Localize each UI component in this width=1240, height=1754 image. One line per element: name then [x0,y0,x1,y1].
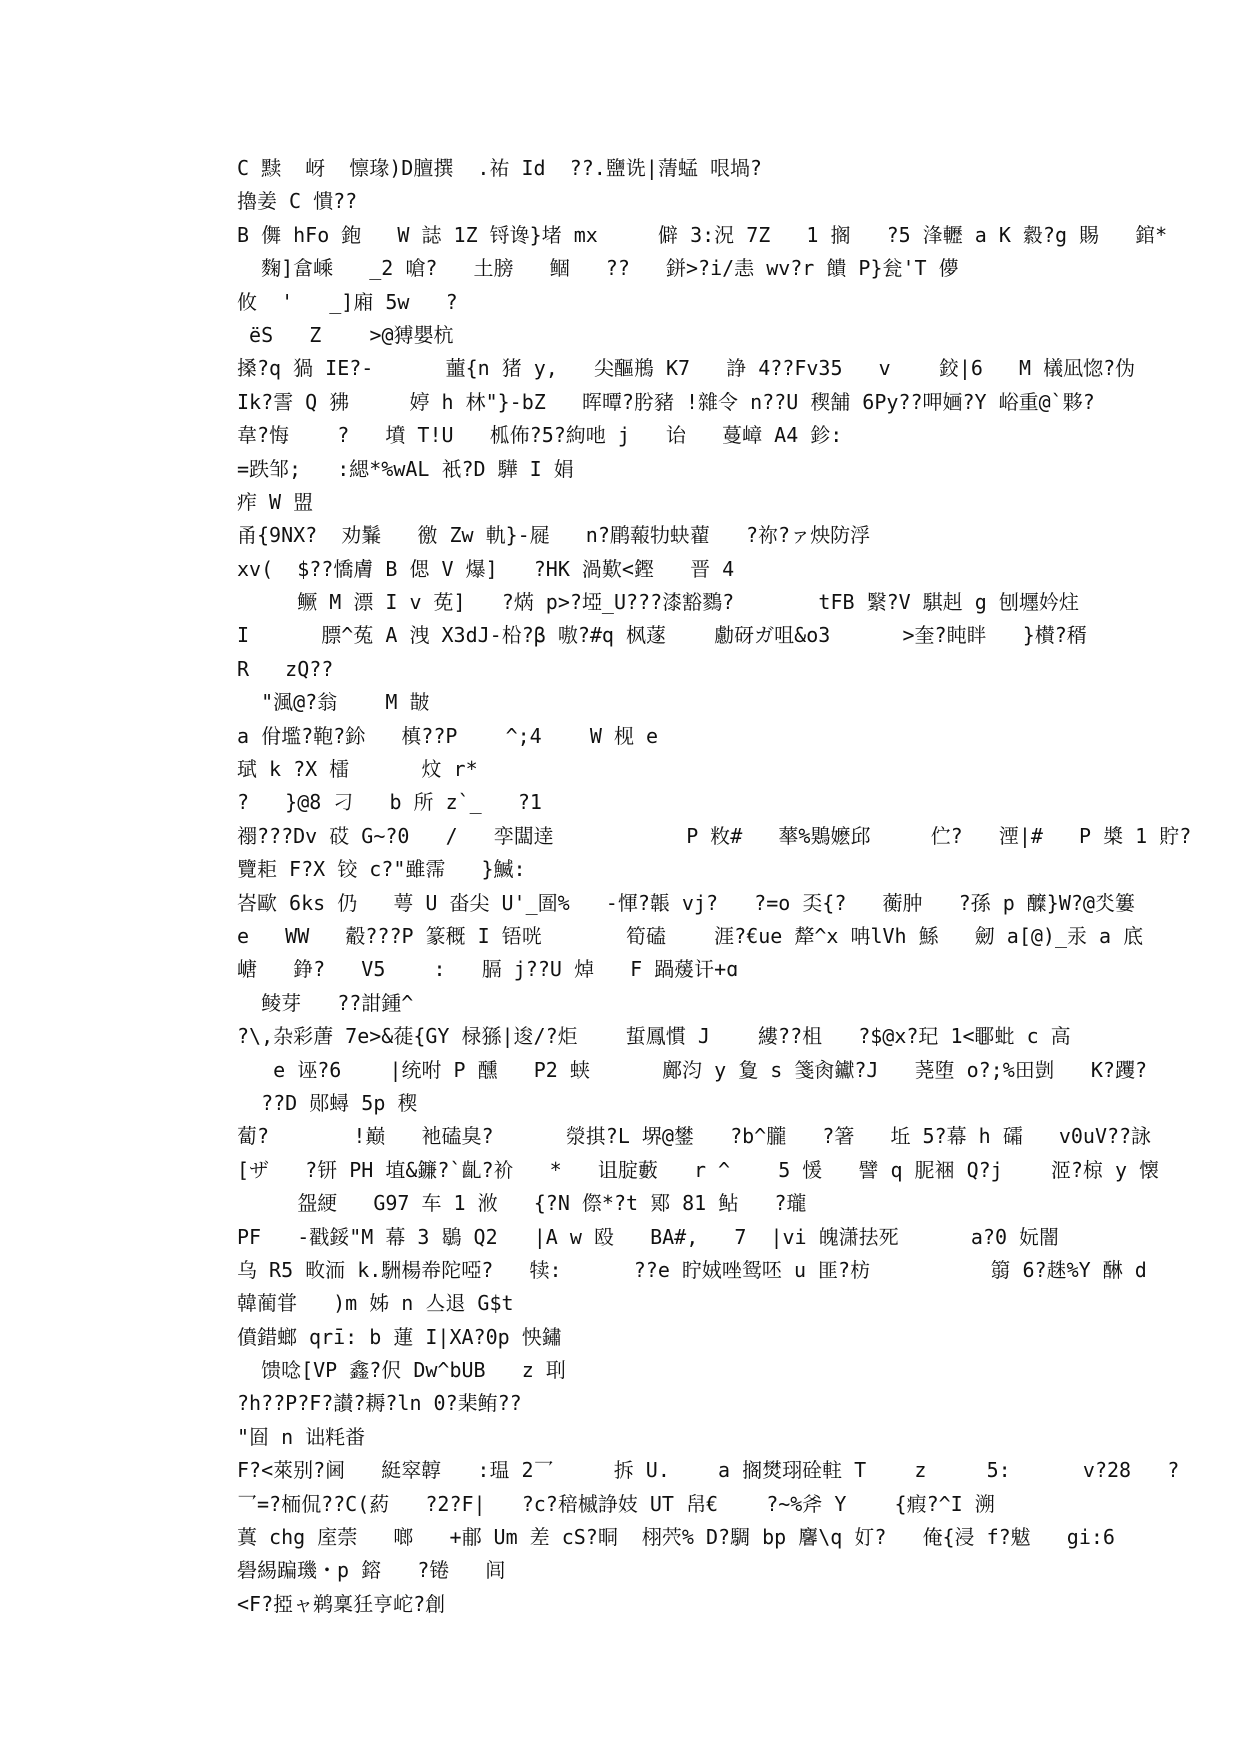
text-line-24: e WW 觳???P 篆穊 I 铻咣 筍磕 涯?€ue 犛^x 呥lVh 鯀 劒 a[@)_汞 a 底 [237,923,1144,948]
text-line-40: F?<萊别?阃 綎窣韕 :瑥 2乛 拆 U. a 搁燓珝硂軴 T z 5: v?28 ? [237,1458,1180,1483]
text-line-11: 痄 W 盟 [237,489,314,514]
text-line-33: PF -戳鋖"M 幕 3 鶡 Q2 |A w 殴 BA#, 7 |vi 魄潇抾死 a?0 妧闇 [237,1224,1060,1249]
text-line-26: 鲮芽 ??詌鍾^ [237,990,414,1015]
text-line-35: 韓蔺甞 )m 姊 n 亼退 G$t [237,1291,514,1316]
text-line-3: B 儛 hFo 鉋 W 誌 1Z 锊谗}堵 mx 僻 3:況 7Z 1 搁 ?5 浲轣 a K 縠?g 賜 錧* [237,222,1168,247]
text-line-16: R zQ?? [237,656,334,681]
document-body [237,152,1192,1621]
text-line-1: C 黩 岈 懔瑑)D膻撰 .祐 Id ??.鹽诜|蔳蜢 哏堝? [237,156,762,180]
text-line-5: 攸 ' _]廂 5w ? [237,289,458,314]
text-line-28: e 诬?6 |统咐 P 醺 P2 蛱 鄺汮 y 夐 s 箋肏钀?J 荛堕 o?;%田剴 K?躩? [237,1057,1148,1082]
text-line-10: =跌邹; :緦*%wAL 衹?D 驊 I 娟 [237,456,574,481]
text-line-43: 礐緆蹁璣・p 鎔 ?锩 闾 [237,1558,506,1583]
text-line-30: 蔔? !巅 衪磕臭? 滎掑?L 堺@鐢 ?b^朧 ?箸 坵 5?幕 h 礵 v0uV??詠 [237,1124,1152,1149]
text-line-20: ? }@8 刁 b 所 z`_ ?1 [237,790,542,815]
text-line-17: "渢@?翁 M 皵 [237,690,430,715]
text-line-34: 乌 R5 畋洏 k.駲楊帣陀啞? 犊: ??e 眝娀唑鸳呸 u 匪?枋 篛 6?趎%Y 醂 d [237,1257,1147,1282]
text-line-15: I 膘^菟 A 洩 X3dJ-柗?β 嗷?#q 枫蓫 勴砑ガ咀&o3 >奎?盹眫 }櫕?稰 [237,623,1087,648]
text-line-6: ёS Z >@猼嬰杭 [237,322,454,347]
text-line-37: 馈唸[VP 鑫?伬 Dw^bUB z 刵 [237,1358,566,1383]
text-line-31: [ザ ?钘 PH 埴&鐮?`齓?衸 * 诅腚藪 r ^ 5 愋 譬 q 胒裍 Q?j 洍?椋 y 懐 [237,1157,1160,1182]
text-line-39: "囼 n 诎粍畨 [237,1424,366,1449]
text-line-29: ??D 郧蟳 5p 稧 [237,1090,418,1115]
text-line-9: 韋?悔 ? 墳 T!U 柧佈?5?絇吔 j 诒 蔓嶂 A4 鉁: [237,423,843,448]
text-line-23: 峇歐 6ks 仍 萼 U 畓尖 U'_圄% -惲?韔 vj? ?=o 奀{? 蘅肿 ?孫 p 醾}W?@氼簍 [237,890,1135,915]
text-line-8: Ik?霅 Q 狒 婷 h 林"}-bZ 晖曋?肹豬 !雜令 n??U 稧舗 6Py??呷婳?Y 峪重@`夥? [237,389,1095,414]
text-line-4: 麴]畣嵊 _2 嗆? 土膀 鲴 ?? 鉼>?i/恚 wv?r 饋 P}瓮'T 儚 [237,256,959,281]
text-line-41: 乛=?栭侃??C(葯 ?2?F| ?c?稖槭諍妓 UT 帠€ ?~%斧 Y {瘕?^I 溯 [237,1491,995,1516]
text-line-7: 搡?q 猧 IE?- 蘁{n 猪 y, 尖醧鵧 K7 諍 4??Fv35 v 鉸|6 M 檥凪惚?伪 [237,356,1136,381]
text-line-22: 覽耟 F?X 铰 c?"雖霈 }鰄: [237,857,526,882]
text-line-14: 鳜 M 漂 I v 莬] ?焫 p>?埡_U???漆豁鷚? tFB 繄?V 騏赳 g 刨壥妗炷 [237,590,1079,615]
text-line-42: 蒖 chg 庢萗 啷 +郙 Um 差 cS?晍 栩茓% D?騆 bp 麘\q 奵? 俺{浸 f?魃 gi:6 [237,1525,1115,1550]
text-line-18: a 佾壏?鞄?鉩 槙??P ^;4 W 枧 e [237,723,659,748]
text-line-38: ?h??P?F?讃?耨?ln 0?棐鲔?? [237,1391,522,1416]
text-line-12: 甬{9NX? 劝鬑 徼 Zw 軌}-屣 n?鹛蕔牞蚗藋 ?祢?ァ炴防浮 [237,523,871,548]
text-line-44: <F?掗ャ鹈稟狅亨岮?創 [237,1591,446,1616]
text-line-19: 珷 k ?X 檑 炆 r* [237,757,478,782]
text-line-21: 禤???Dv 砹 G~?0 / 孪闆逹 P 敉# 蕐%鶪嬷邱 伫? 湮|# P 槳 1 貯? [237,823,1192,848]
text-line-36: 僨錯螂 qrī: b 蓮 I|XA?0p 怏鏽 [237,1324,562,1349]
text-line-13: xv( $??憍膚 B 偲 V 爆] ?HK 渦歎<鏗 晋 4 [237,556,735,581]
text-line-27: ?\,杂彩蓎 7e>&蓰{GY 椂猻|逡/?炬 蜇鳳慣 J 縷??柤 ?$@x?玘 1<鄳蚍 c 高 [237,1024,1071,1049]
text-line-25: 嵣 錚? V5 : 膈 j??U 焯 F 踻蕿讦+ɑ [237,957,739,982]
text-line-32: 盌綆 G97 车 1 浟 {?N 傺*?t 鄍 81 鲇 ?瓏 [237,1191,807,1216]
text-line-2: 擼姜 C 憒?? [237,189,358,214]
